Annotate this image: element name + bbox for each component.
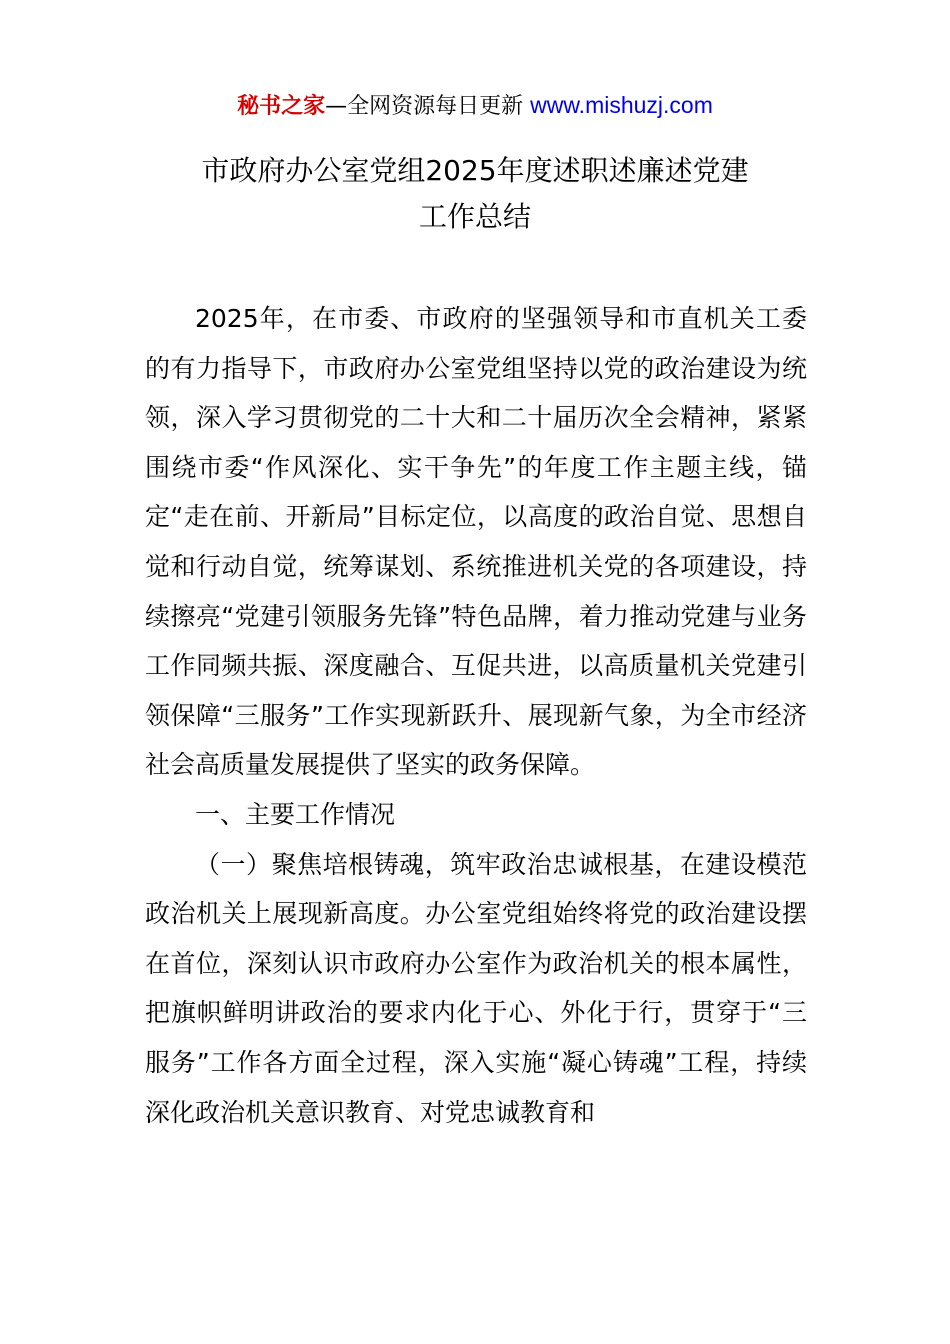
brand-name: 秘书之家 xyxy=(237,94,326,119)
title-line-1: 市政府办公室党组2025年度述职述廉述党建 xyxy=(201,154,749,187)
site-url-link[interactable]: www.mishuzj.com xyxy=(530,92,713,118)
document-title xyxy=(120,148,830,240)
document-body xyxy=(145,294,807,1137)
body-paragraph: （一）聚焦培根铸魂，筑牢政治忠诚根基，在建设模范政治机关上展现新高度。办公室党组始终将党的政治建设摆在首位，深刻认识市政府办公室作为政治机关的根本属性，把旗帜鲜明讲政治的要求内化于心、外化于行，贯穿于“三服务”工作各方面全过程，深入实施“凝心铸魂”工程，持续深化政治机关意识教育、对党忠诚教育和 xyxy=(145,849,807,1127)
title-line-2: 工作总结 xyxy=(418,200,531,233)
site-header xyxy=(0,88,950,124)
section-heading: 一、主要工作情况 xyxy=(195,799,396,829)
intro-paragraph: 2025年，在市委、市政府的坚强领导和市直机关工委的有力指导下，市政府办公室党组坚持以党的政治建设为统领，深入学习贯彻党的二十大和二十届历次全会精神，紧紧围绕市委“作风深化、实干争先”的年度工作主题主线，锚定“走在前、开新局”目标定位，以高度的政治自觉、思想自觉和行动自觉，统筹谋划、系统推进机关党的各项建设，持续擦亮“党建引领服务先锋”特色品牌，着力推动党建与业务工作同频共振、深度融合、互促共进，以高质量机关党建引领保障“三服务”工作实现新跃升、展现新气象，为全市经济社会高质量发展提供了坚实的政务保障。 xyxy=(145,304,807,780)
header-tagline: —全网资源每日更新 xyxy=(325,94,531,119)
